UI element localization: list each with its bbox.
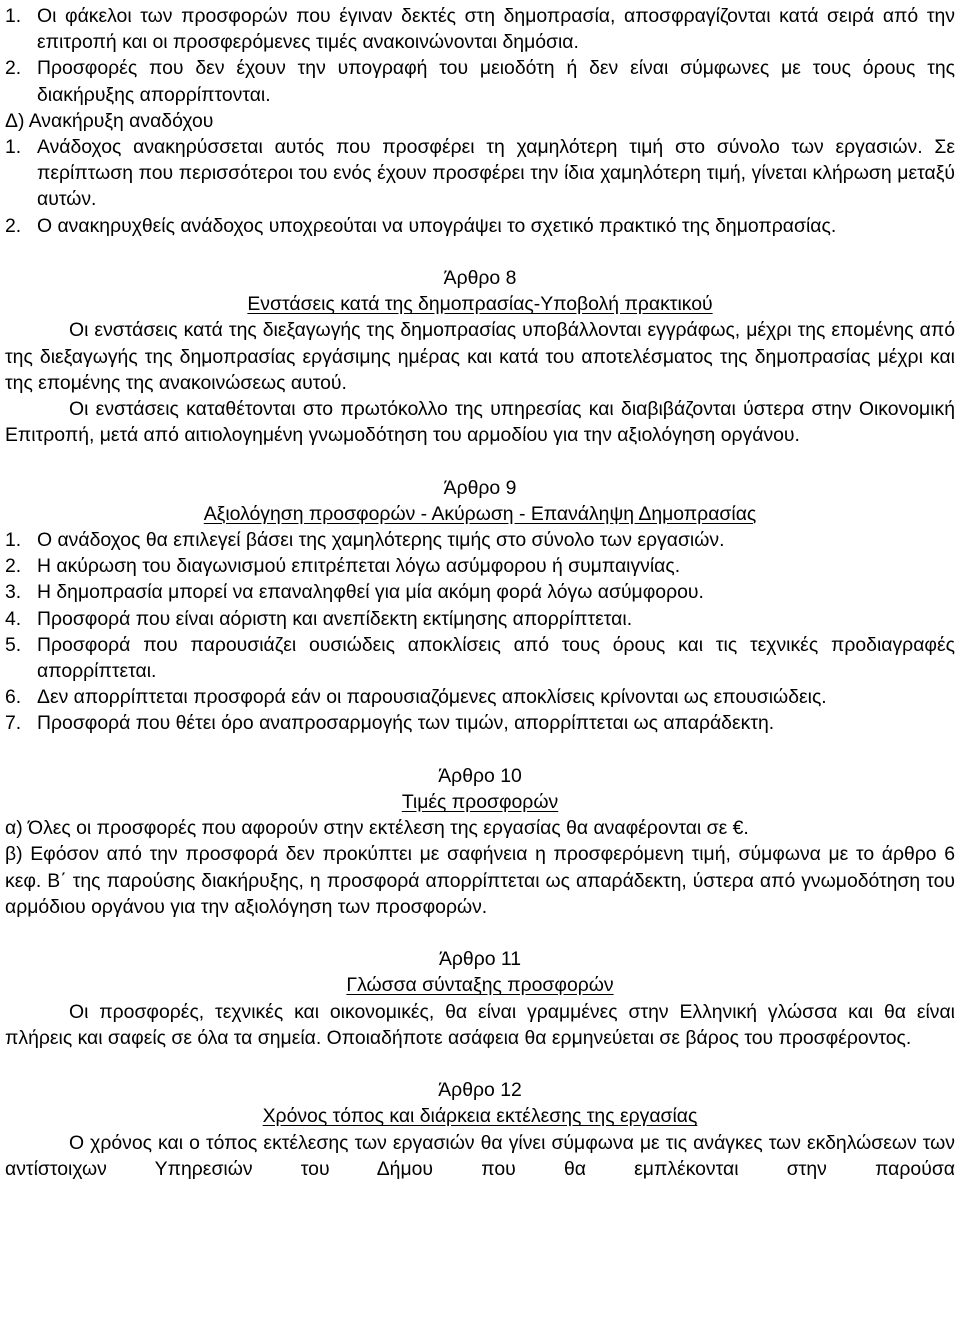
item-number: 2.	[5, 57, 22, 80]
item-text: Προσφορά που παρουσιάζει ουσιώδεις αποκλίσεις από τους όρους και τις τεχνικές προδιαγραφές απορρίπτεται.	[37, 633, 955, 683]
item-text: Προσφορά που θέτει όρο αναπροσαρμογής των τιμών, απορρίπτεται ως απαράδεκτη.	[37, 712, 775, 735]
list-item	[5, 632, 955, 684]
item-text: Προσφορά που είναι αόριστη και ανεπίδεκτη εκτίμησης απορρίπτεται.	[37, 607, 633, 630]
item-text: Ανάδοχος ανακηρύσσεται αυτός που προσφέρει τη χαμηλότερη τιμή στο σύνολο των εργασιών. Σε περίπτωση που περισσότεροι του ενός έχουν προσφέρει την ίδια χαμηλότερη τιμή, γίνεται κλήρωση μεταξύ αυτών.	[37, 136, 955, 211]
item-number: 2.	[5, 555, 22, 578]
paragraph: β) Εφόσον από την προσφορά δεν προκύπτει με σαφήνεια η προσφερόμενη τιμή, σύμφωνα με το άρθρο 6 κεφ. Β΄ της παρούσης διακήρυξης, η προσφορά απορρίπτεται ως απαράδεκτη, ύστερα από γνωμοδότηση του αρμόδιου οργάνου για την αξιολόγηση των προσφορών.	[5, 843, 955, 918]
section-subheading: Δ) Ανακήρυξη αναδόχου	[5, 109, 214, 132]
list-item	[5, 606, 955, 632]
item-number: 1.	[5, 5, 22, 27]
item-number: 7.	[5, 712, 22, 735]
paragraph: α) Όλες οι προσφορές που αφορούν στην εκτέλεση της εργασίας θα αναφέρονται σε €.	[5, 817, 749, 840]
list-item	[5, 553, 955, 579]
list-item	[5, 710, 955, 736]
article-title: Άρθρο 10	[438, 764, 522, 787]
paragraph: Ο χρόνος και ο τόπος εκτέλεσης των εργασιών θα γίνει σύμφωνα με τις ανάγκες των εκδηλώσεων των αντίστοιχων Υπηρεσιών του Δήμου που θα εμπλέκονται στην παρούσα	[5, 1131, 955, 1180]
item-text: Δεν απορρίπτεται προσφορά εάν οι παρουσιαζόμενες αποκλίσεις κρίνονται ως επουσιώδεις.	[37, 686, 827, 709]
list-item	[5, 3, 955, 55]
item-number: 6.	[5, 686, 22, 709]
article-title: Άρθρο 12	[438, 1079, 522, 1102]
article-subtitle: Ενστάσεις κατά της δημοπρασίας-Υποβολή πρακτικού	[247, 293, 713, 316]
item-text: Ο ανακηρυχθείς ανάδοχος υποχρεούται να υπογράψει το σχετικό πρακτικό της δημοπρασίας.	[37, 214, 837, 237]
article-title: Άρθρο 11	[438, 948, 522, 971]
paragraph: Οι προσφορές, τεχνικές και οικονομικές, θα είναι γραμμένες στην Ελληνική γλώσσα και θα είναι πλήρεις και σαφείς σε όλα τα σημεία. Οποιαδήποτε ασάφεια θα ερμηνεύεται σε βάρος του προσφέροντος.	[5, 1000, 955, 1049]
article-subtitle: Γλώσσα σύνταξης προσφορών	[346, 974, 614, 997]
item-number: 4.	[5, 607, 22, 630]
list-item	[5, 684, 955, 710]
list-item	[5, 55, 955, 107]
item-number: 2.	[5, 214, 22, 237]
item-text: Οι φάκελοι των προσφορών που έγιναν δεκτές στη δημοπρασία, αποσφραγίζονται κατά σειρά από την επιτροπή και οι προσφερόμενες τιμές ανακοινώνονται δημόσια.	[37, 5, 955, 54]
item-text: Προσφορές που δεν έχουν την υπογραφή του μειοδότη ή δεν είναι σύμφωνες με τους όρους της διακήρυξης απορρίπτονται.	[37, 57, 955, 106]
item-text: Η ακύρωση του διαγωνισμού επιτρέπεται λόγω ασύμφορου ή συμπαιγνίας.	[37, 555, 681, 578]
item-number: 1.	[5, 136, 22, 159]
paragraph: Οι ενστάσεις καταθέτονται στο πρωτόκολλο της υπηρεσίας και διαβιβάζονται ύστερα στην Οικονομική Επιτροπή, μετά από αιτιολογημένη γνωμοδότηση του αρμοδίου για την αξιολόγηση οργάνου.	[5, 398, 955, 447]
item-number: 1.	[5, 529, 22, 552]
paragraph: Οι ενστάσεις κατά της διεξαγωγής της δημοπρασίας υποβάλλονται εγγράφως, μέχρι της επομένης από της διεξαγωγής της δημοπρασίας εργάσιμης ημέρας και κατά του αποτελέσματος της δημοπρασίας μέχρι και της επομένης της ανακοινώσεως αυτού.	[5, 319, 955, 394]
list-item	[5, 579, 955, 605]
article-subtitle: Τιμές προσφορών	[401, 791, 559, 814]
document-page	[5, 0, 955, 1182]
article-subtitle: Χρόνος τόπος και διάρκεια εκτέλεσης της εργασίας	[262, 1105, 698, 1128]
item-text: Ο ανάδοχος θα επιλεγεί βάσει της χαμηλότερης τιμής στο σύνολο των εργασιών.	[37, 529, 725, 552]
list-item	[5, 213, 955, 239]
item-text: Η δημοπρασία μπορεί να επαναληφθεί για μία ακόμη φορά λόγω ασύμφορου.	[37, 581, 704, 604]
article-subtitle: Αξιολόγηση προσφορών - Ακύρωση - Επανάληψη Δημοπρασίας	[203, 502, 757, 525]
article-title: Άρθρο 8	[443, 267, 517, 290]
list-item	[5, 527, 955, 553]
item-number: 3.	[5, 581, 22, 604]
article-title: Άρθρο 9	[443, 476, 517, 499]
list-item	[5, 134, 955, 213]
item-number: 5.	[5, 633, 22, 656]
